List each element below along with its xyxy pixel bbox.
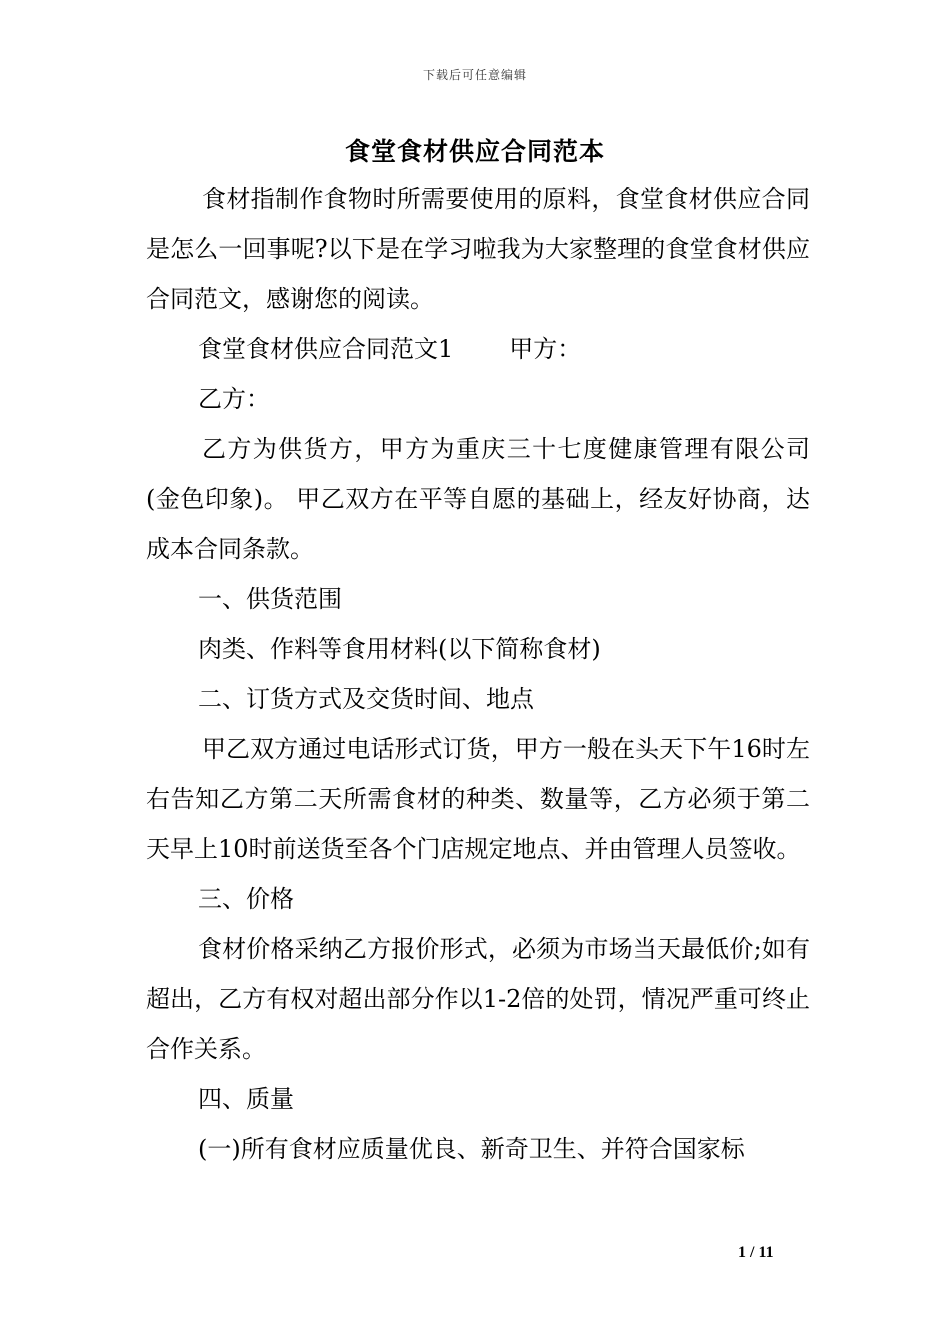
section-4-item-1: (一)所有食材应质量优良、新奇卫生、并符合国家标 bbox=[198, 1135, 745, 1163]
section-2-title: 二、订货方式及交货时间、地点 bbox=[198, 685, 534, 713]
document-title: 食堂食材供应合同范本 bbox=[344, 137, 605, 166]
section-1-title: 一、供货范围 bbox=[198, 585, 342, 613]
section-2-body: 甲乙双方通过电话形式订货，甲方一般在头天下午16时左右告知乙方第二天所需食材的种类、数量等，乙方必须于第二天早上10时前送货至各个门店规定地点、并由管理人员签收。 bbox=[146, 735, 810, 863]
parties-description: 乙方为供货方，甲方为重庆三十七度健康管理有限公司(金色印象)。 甲乙双方在平等自愿的基础上，经友好协商，达成本合同条款。 bbox=[146, 435, 810, 563]
section-3-title: 三、价格 bbox=[198, 885, 294, 913]
party-b-label: 乙方： bbox=[198, 385, 270, 413]
document-body bbox=[146, 174, 810, 1174]
section-4-title: 四、质量 bbox=[198, 1085, 294, 1113]
sample-heading: 食堂食材供应合同范文1 bbox=[198, 335, 454, 363]
page-number: 1 / 11 bbox=[738, 1244, 774, 1261]
sample-heading-line bbox=[146, 324, 810, 374]
party-a-label: 甲方： bbox=[509, 335, 582, 363]
section-1-body: 肉类、作料等食用材料(以下简称食材) bbox=[198, 635, 601, 663]
intro-paragraph: 食材指制作食物时所需要使用的原料，食堂食材供应合同是怎么一回事呢?以下是在学习啦我为大家整理的食堂食材供应合同范文，感谢您的阅读。 bbox=[146, 185, 810, 313]
header-note: 下载后可任意编辑 bbox=[422, 68, 527, 82]
section-3-body: 食材价格采纳乙方报价形式，必须为市场当天最低价;如有超出，乙方有权对超出部分作以1-2倍的处罚，情况严重可终止合作关系。 bbox=[146, 935, 810, 1063]
